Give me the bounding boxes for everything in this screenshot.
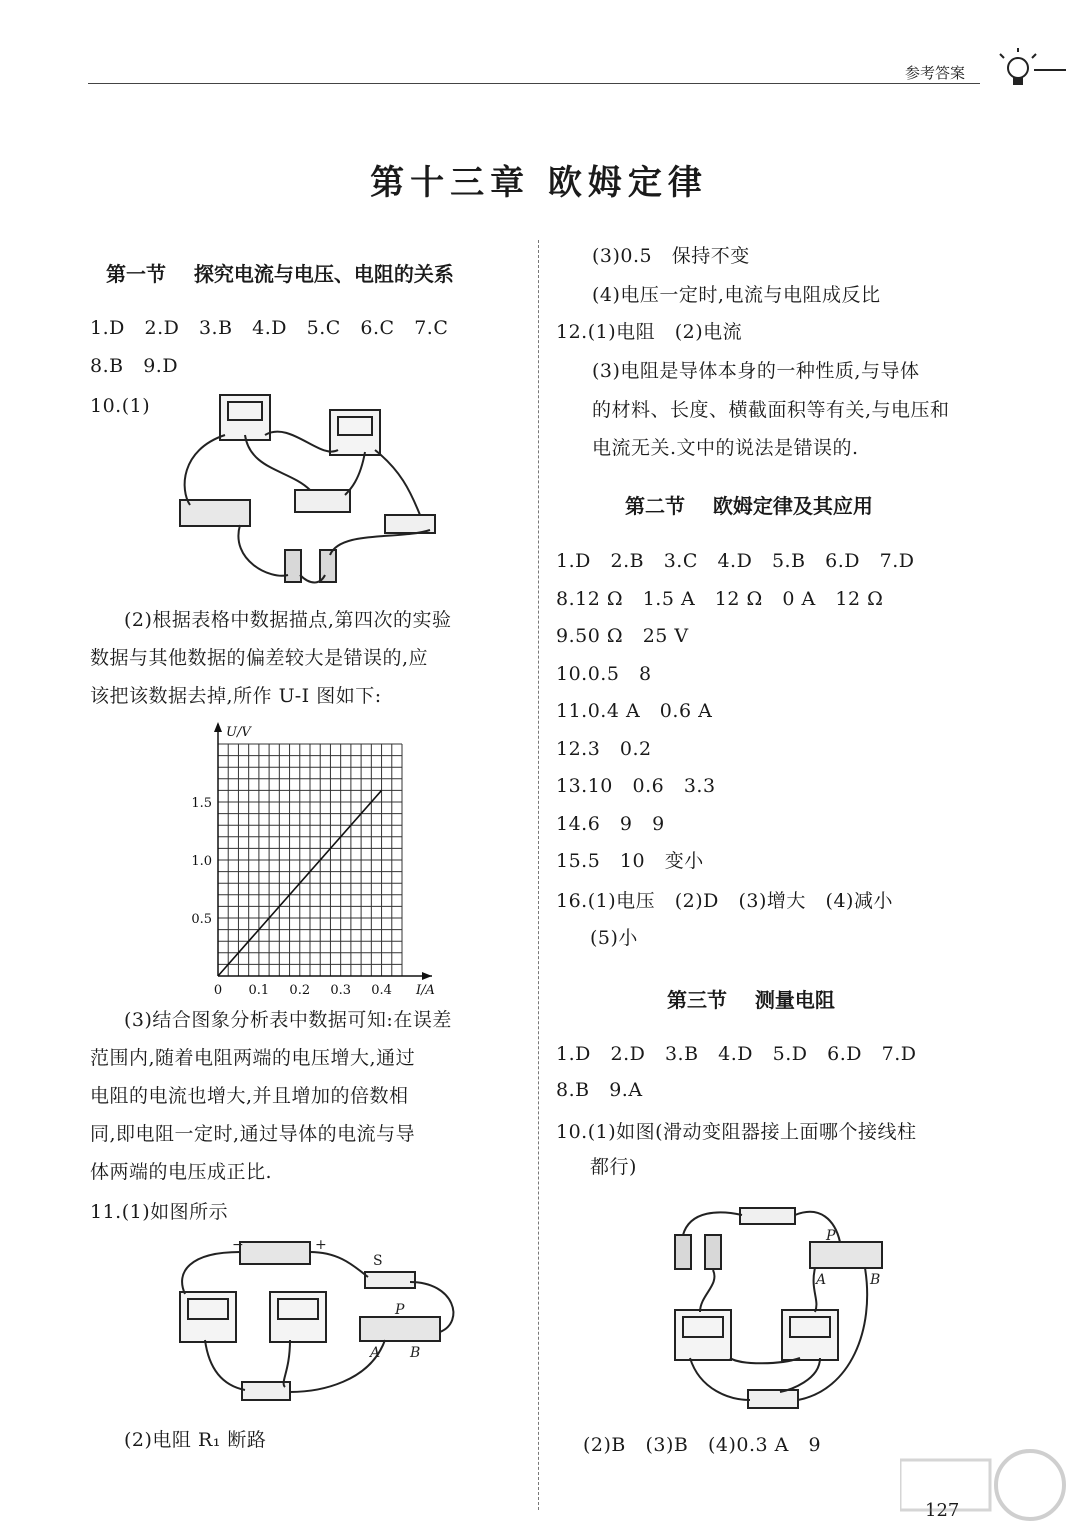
answer-line: (3)电阻是导体本身的一种性质,与导体 [592, 360, 920, 382]
answer-line: 9.50 Ω 25 V [556, 625, 689, 647]
answer-line: 13.10 0.6 3.3 [556, 775, 716, 797]
figure-label: P [826, 1228, 836, 1244]
y-axis-label: U/V [226, 725, 251, 740]
header-rule [88, 83, 980, 84]
lightbulb-icon [990, 48, 1070, 92]
page-number: 127 [925, 1500, 960, 1521]
y-tick-label: 0.5 [191, 912, 212, 927]
figure-label: A [370, 1345, 381, 1361]
answer-line: (2)B (3)B (4)0.3 A 9 [583, 1434, 822, 1456]
answer-line: (2)电阻 R₁ 断路 [124, 1429, 267, 1451]
answer-line: 该把该数据去掉,所作 U-I 图如下: [90, 685, 382, 707]
y-tick-label: 1.0 [191, 854, 212, 869]
answer-line: 1.D 2.B 3.C 4.D 5.B 6.D 7.D [556, 550, 915, 572]
answer-line: 8.12 Ω 1.5 A 12 Ω 0 A 12 Ω [556, 588, 884, 610]
x-tick-label: 0 [213, 983, 223, 998]
answer-line: 8.B 9.D [90, 355, 179, 377]
chapter-title: 第十三章 欧姆定律 [370, 163, 708, 203]
x-tick-label: 0.3 [330, 983, 352, 998]
answer-line: (3)0.5 保持不变 [592, 245, 750, 267]
answer-line: (4)电压一定时,电流与电阻成反比 [592, 284, 881, 306]
answer-line: 8.B 9.A [556, 1079, 643, 1101]
answer-line: 10.(1)如图(滑动变阻器接上面哪个接线柱 [556, 1121, 917, 1143]
circuit-figure-10 [170, 390, 450, 590]
answer-line: 11.0.4 A 0.6 A [556, 700, 713, 722]
figure-label: B [870, 1272, 881, 1288]
answer-line: (3)结合图象分析表中数据可知:在误差 [124, 1009, 452, 1031]
y-axis-arrow [214, 722, 222, 732]
section-3-title: 第三节 测量电阻 [667, 988, 835, 1012]
y-tick-label: 1.5 [191, 796, 212, 811]
x-axis-arrow [422, 972, 432, 980]
answer-line: 12.(1)电阻 (2)电流 [556, 321, 743, 343]
answer-line: 12.3 0.2 [556, 738, 652, 760]
x-tick-label: 0.1 [248, 983, 270, 998]
answer-line: 范围内,随着电阻两端的电压增大,通过 [90, 1047, 416, 1069]
section-1-title: 第一节 探究电流与电压、电阻的关系 [106, 262, 454, 286]
figure-label: + [315, 1237, 327, 1253]
x-tick-label: 0.2 [289, 983, 311, 998]
answer-line: (5)小 [590, 927, 638, 949]
x-tick-label: 0.4 [371, 983, 392, 998]
x-axis-label: I/A [416, 983, 435, 998]
answer-line: 10.(1) [90, 395, 151, 417]
figure-label: P [395, 1302, 405, 1318]
answer-line: 11.(1)如图所示 [90, 1201, 229, 1223]
column-divider [538, 240, 539, 1510]
header-label: 参考答案 [905, 64, 966, 82]
section-2-title: 第二节 欧姆定律及其应用 [625, 494, 873, 518]
answer-line: 1.D 2.D 3.B 4.D 5.D 6.D 7.D [556, 1043, 917, 1065]
figure-label: − [232, 1237, 244, 1253]
circuit-figure-10b [660, 1190, 900, 1420]
figure-label: A [816, 1272, 827, 1288]
figure-label: B [410, 1345, 421, 1361]
answer-line: 1.D 2.D 3.B 4.D 5.C 6.C 7.C [90, 317, 449, 339]
answer-line: 10.0.5 8 [556, 663, 652, 685]
answer-line: (2)根据表格中数据描点,第四次的实验 [124, 609, 452, 631]
answer-line: 同,即电阻一定时,通过导体的电流与导 [90, 1123, 416, 1145]
figure-label: S [373, 1253, 383, 1269]
circuit-figure-11 [170, 1232, 470, 1422]
answer-line: 14.6 9 9 [556, 813, 665, 835]
answer-line: 数据与其他数据的偏差较大是错误的,应 [90, 647, 429, 669]
ui-chart [180, 718, 470, 998]
answer-line: 16.(1)电压 (2)D (3)增大 (4)减小 [556, 890, 893, 912]
answer-line: 的材料、长度、横截面积等有关,与电压和 [592, 399, 950, 421]
answer-line: 电阻的电流也增大,并且增加的倍数相 [90, 1085, 409, 1107]
answer-line: 电流无关.文中的说法是错误的. [592, 437, 859, 459]
answer-line: 都行) [590, 1156, 637, 1178]
answer-line: 体两端的电压成正比. [90, 1161, 273, 1183]
answer-line: 15.5 10 变小 [556, 850, 704, 872]
watermark-logo [900, 1440, 1070, 1530]
